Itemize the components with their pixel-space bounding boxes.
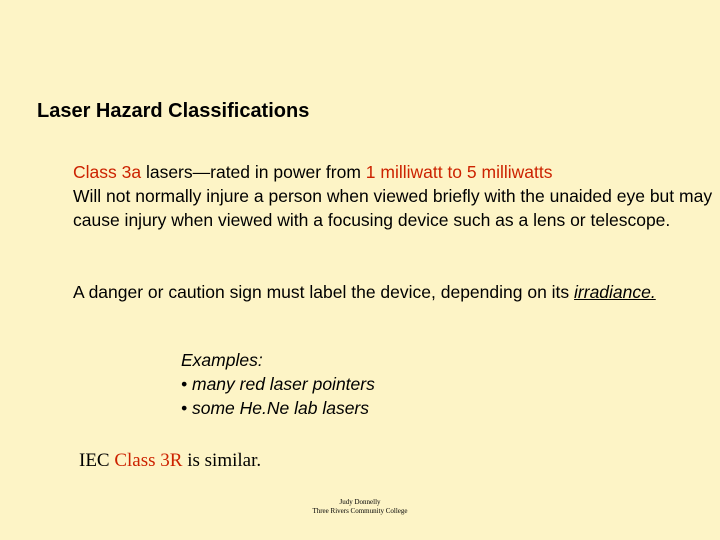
slide-title: Laser Hazard Classifications (37, 100, 310, 122)
class-3a-label: Class 3a (73, 162, 142, 182)
irradiance-term: irradiance. (574, 282, 656, 302)
example-item: • some He.Ne lab lasers (181, 398, 370, 418)
iec-prefix: IEC (79, 450, 115, 471)
examples-heading: Examples: (181, 350, 263, 370)
sign-text: A danger or caution sign must label the device, depending on its (73, 282, 575, 302)
example-item: • many red laser pointers (181, 374, 375, 394)
iec-suffix: is similar. (182, 450, 262, 471)
class-3a-rated-text: lasers—rated in power from (141, 162, 366, 182)
examples-block (181, 348, 375, 420)
class-3a-paragraph (73, 160, 713, 232)
sign-paragraph (73, 280, 713, 304)
footer-credit (0, 498, 720, 516)
footer-institution: Three Rivers Community College (312, 507, 408, 515)
footer-author: Judy Donnelly (339, 498, 381, 506)
class-3a-description: Will not normally injure a person when viewed briefly with the unaided eye but may cause injury when viewed with a focusing device such as a lens or telescope. (73, 186, 713, 230)
iec-class: Class 3R (114, 450, 183, 471)
iec-note (79, 450, 261, 472)
power-range: 1 milliwatt to 5 milliwatts (365, 162, 553, 182)
